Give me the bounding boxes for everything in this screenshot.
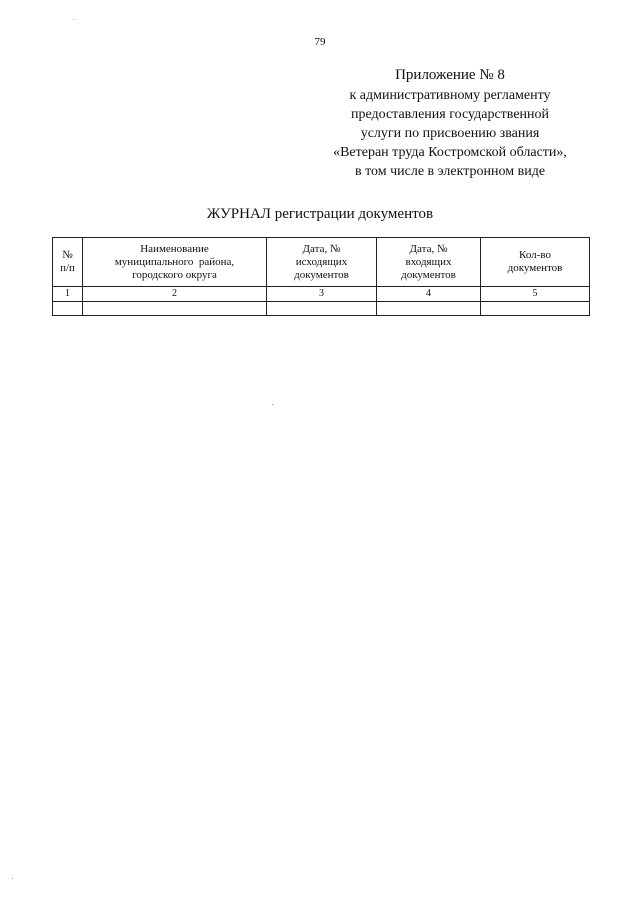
header-count [481, 238, 590, 287]
column-number: 2 [83, 287, 267, 302]
header-text: Дата, № [409, 242, 448, 255]
table-header-row [53, 238, 590, 287]
header-text: Кол-во [519, 249, 551, 261]
header-text: городского округа [132, 268, 217, 281]
header-text: Дата, № [302, 242, 341, 255]
header-text: документов [294, 268, 349, 281]
header-text: документов [401, 268, 456, 281]
header-text: Наименование [140, 242, 209, 255]
scan-speck [272, 404, 273, 405]
table-cell [83, 302, 267, 316]
column-number-row [53, 287, 590, 302]
journal-title: ЖУРНАЛ регистрации документов [206, 206, 434, 222]
appendix-line: «Ветеран труда Костромской области», [333, 145, 567, 160]
scan-speck [12, 878, 13, 879]
table-cell [53, 302, 83, 316]
header-municipality [83, 238, 267, 287]
header-text: п/п [60, 262, 75, 274]
header-number [53, 238, 83, 287]
column-number: 5 [481, 287, 590, 302]
header-text: входящих [405, 255, 452, 268]
appendix-block [300, 66, 600, 181]
header-text: муниципального района, [114, 255, 235, 268]
header-outgoing [267, 238, 377, 287]
table-cell [377, 302, 481, 316]
appendix-line: услуги по присвоению звания [360, 126, 540, 141]
header-incoming [377, 238, 481, 287]
appendix-line: в том числе в электронном виде [354, 164, 546, 179]
header-text: № [62, 249, 73, 261]
register-table [52, 237, 590, 316]
column-number: 3 [267, 287, 377, 302]
appendix-line: к административному регламенту [349, 88, 551, 103]
page-number: 79 [314, 36, 326, 48]
header-text: исходящих [295, 255, 348, 268]
appendix-title: Приложение № 8 [395, 67, 505, 83]
table-cell [267, 302, 377, 316]
column-number: 1 [53, 287, 83, 302]
scan-speck [73, 19, 74, 20]
appendix-line: предоставления государственной [350, 107, 550, 122]
table-row [53, 302, 590, 316]
column-number: 4 [377, 287, 481, 302]
table-cell [481, 302, 590, 316]
header-text: документов [507, 262, 563, 274]
